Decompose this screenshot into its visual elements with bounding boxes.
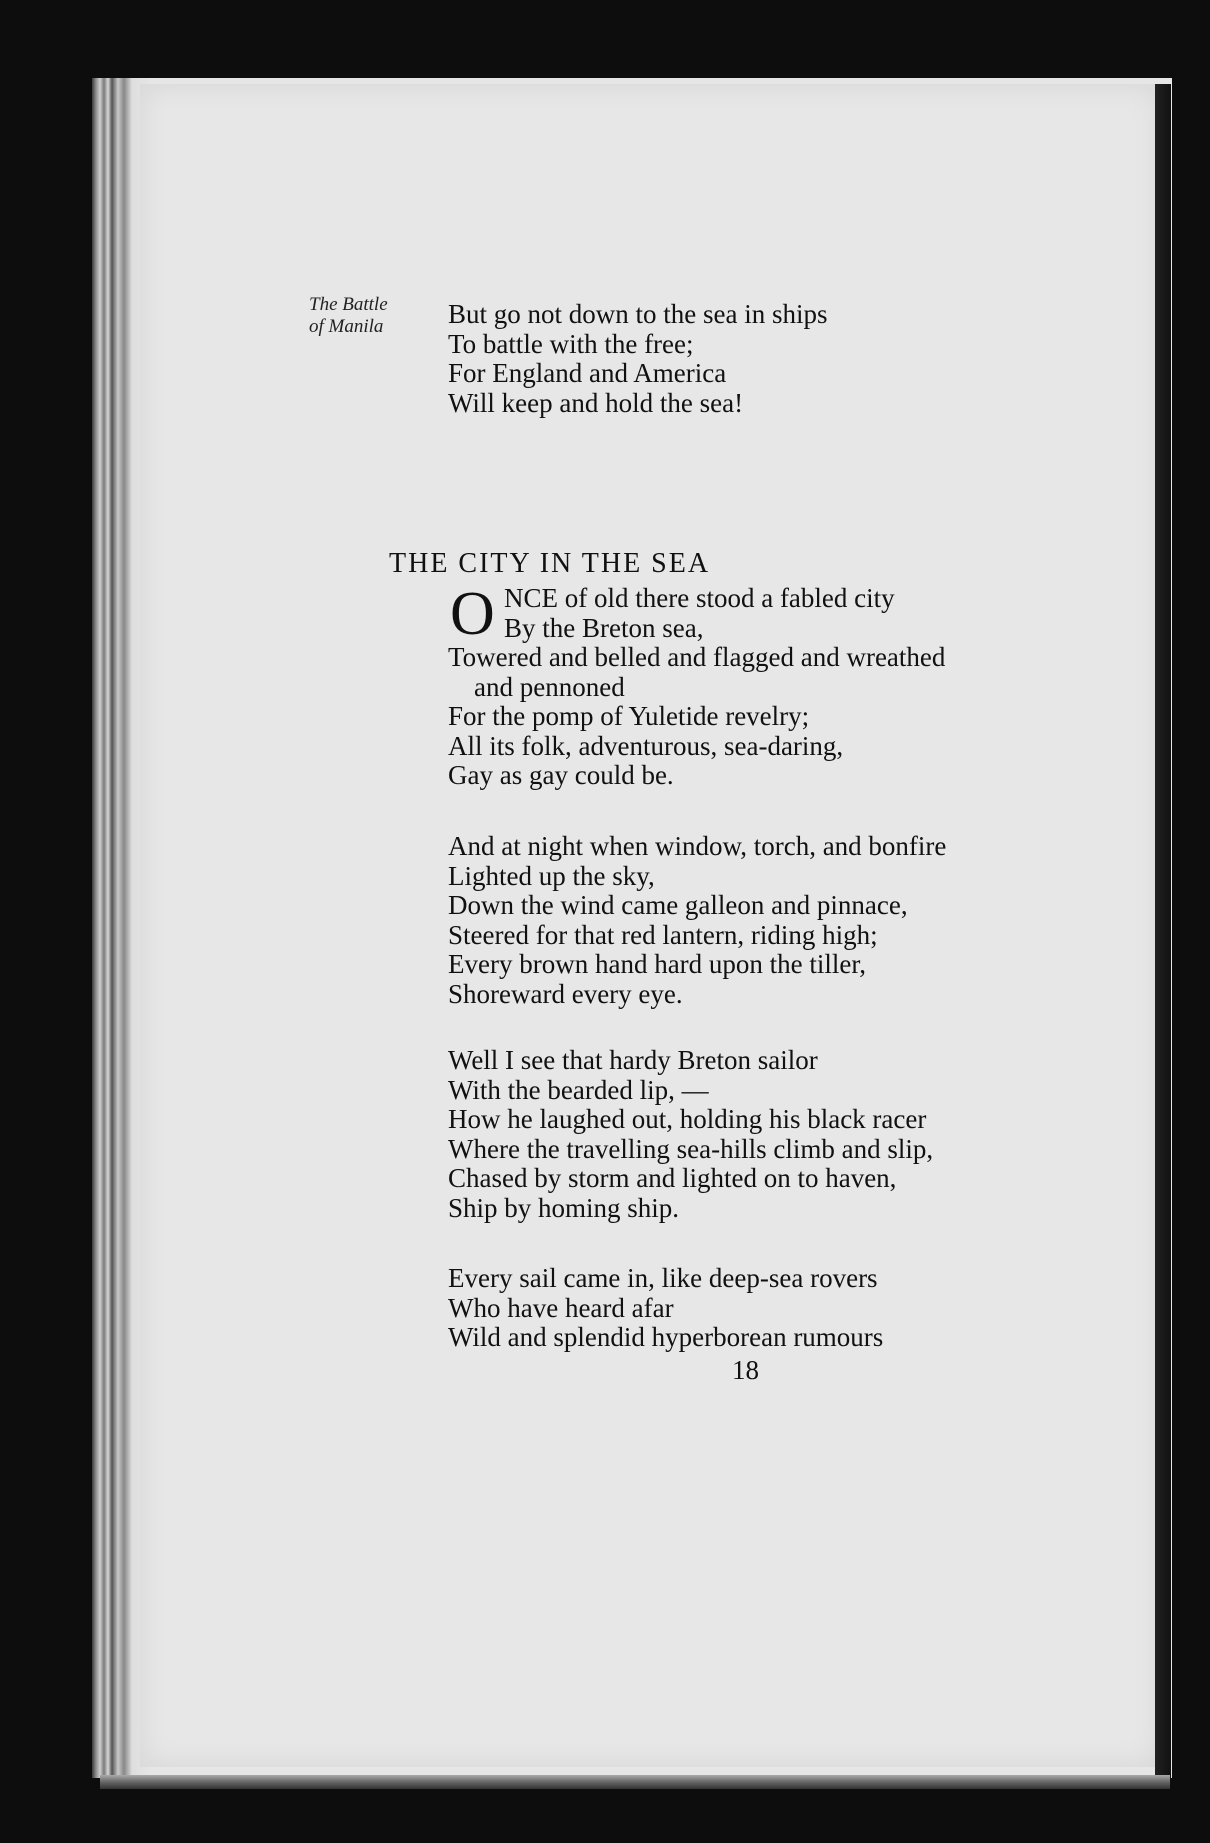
poem-line: By the Breton sea, (504, 612, 704, 643)
page-number: 18 (732, 1355, 759, 1385)
poem-line: Chased by storm and lighted on to haven, (448, 1163, 897, 1193)
poem-line: Who have heard afar (448, 1292, 674, 1323)
poem-line: Every brown hand hard upon the tiller, (448, 949, 867, 979)
poem-line: Lighted up the sky, (448, 860, 655, 891)
margin-note (309, 294, 388, 338)
facing-page-edge (1155, 84, 1171, 1784)
poem-line: Shoreward every eye. (448, 978, 683, 1009)
poem-line: For England and America (448, 358, 727, 388)
poem-line: And at night when window, torch, and bonfire (448, 831, 947, 861)
poem-line: Towered and belled and flagged and wreathed (448, 642, 946, 672)
book-bottom-edge (100, 1775, 1170, 1789)
poem-line: Wild and splendid hyperborean rumours (448, 1322, 884, 1352)
stanza-1 (448, 580, 946, 791)
poem-line: But go not down to the sea in ships (448, 299, 828, 329)
stanza-3 (448, 1046, 933, 1223)
poem-line: Gay as gay could be. (448, 760, 674, 790)
poem-line: Steered for that red lantern, riding high; (448, 919, 878, 950)
poem-line: and pennoned (474, 671, 625, 702)
poem-line: To battle with the free; (448, 328, 694, 359)
poem-title: THE CITY IN THE SEA (389, 548, 711, 579)
poem-line: How he laughed out, holding his black racer (448, 1104, 927, 1134)
poem-line: Where the travelling sea-hills climb and slip, (448, 1133, 934, 1164)
stanza-4 (448, 1264, 883, 1353)
poem-line: Will keep and hold the sea! (448, 387, 744, 418)
drop-cap: O (450, 580, 495, 648)
poem-line: Down the wind came galleon and pinnace, (448, 890, 908, 920)
poem-line: Well I see that hardy Breton sailor (448, 1045, 818, 1075)
poem-line: With the bearded lip, — (448, 1074, 709, 1105)
poem-line: Every sail came in, like deep-sea rovers (448, 1263, 878, 1293)
margin-note-line: of Manila (309, 316, 384, 337)
poem-line: NCE of old there stood a fabled city (504, 583, 895, 613)
poem-line: Ship by homing ship. (448, 1192, 680, 1223)
margin-note-line: The Battle (309, 294, 388, 315)
stanza-2 (448, 832, 946, 1009)
stanza-battle-of-manila (448, 300, 828, 418)
poem-line: All its folk, adventurous, sea-daring, (448, 730, 844, 761)
poem-line: For the pomp of Yuletide revelry; (448, 701, 810, 731)
